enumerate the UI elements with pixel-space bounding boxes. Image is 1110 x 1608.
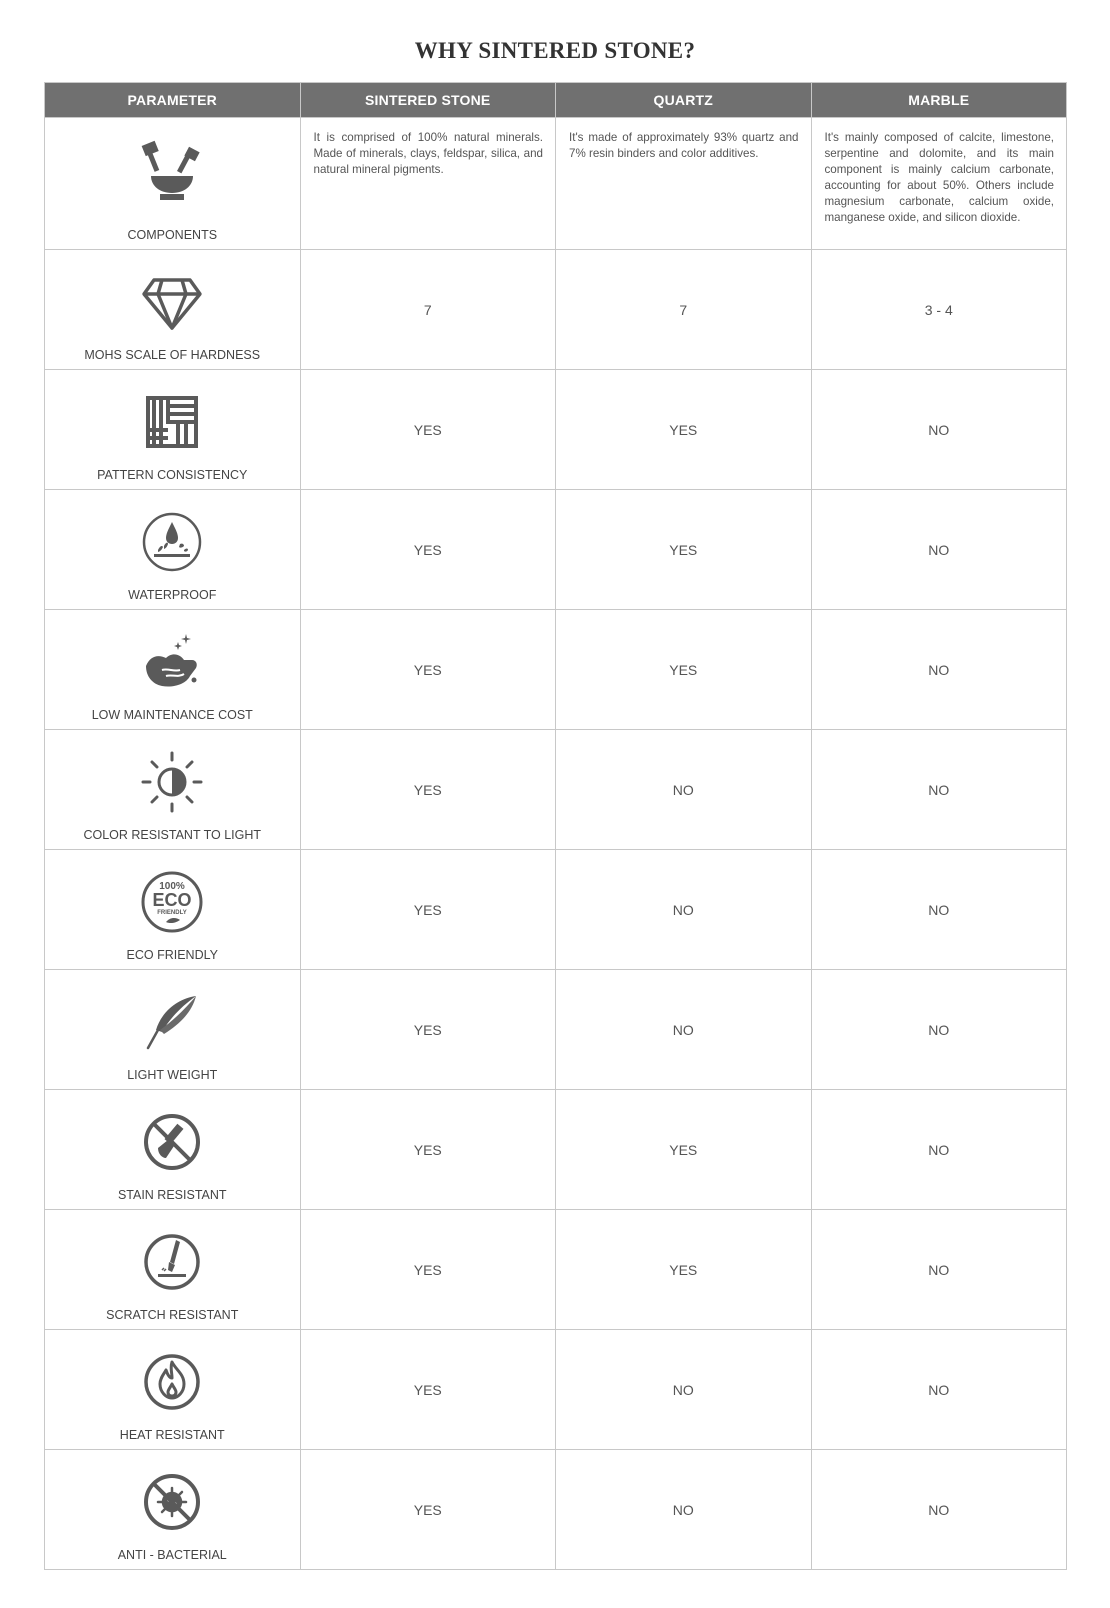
parameter-cell: [45, 490, 301, 610]
marble-cell: NO: [928, 1141, 950, 1158]
page-title: WHY SINTERED STONE?: [414, 38, 696, 63]
parameter-cell: [45, 1210, 301, 1330]
quartz-cell: YES: [669, 1141, 698, 1158]
scratch-tool-icon: [140, 1230, 204, 1294]
parameter-cell: [45, 1090, 301, 1210]
sintered-stone-cell: YES: [413, 661, 442, 678]
sintered-stone-cell: YES: [413, 421, 442, 438]
table-row: [45, 1330, 1067, 1450]
table-row: [45, 970, 1067, 1090]
table-row: [45, 610, 1067, 730]
parameter-label: MOHS SCALE OF HARDNESS: [84, 348, 261, 362]
parameter-cell: [45, 370, 301, 490]
half-sun-icon: [140, 750, 204, 814]
quartz-cell: YES: [669, 661, 698, 678]
eco-badge-word: ECO: [152, 890, 192, 910]
marble-cell: NO: [928, 901, 950, 918]
quartz-cell: It's made of approximately 93% quartz and 7% resin binders and color additives.: [556, 118, 812, 250]
parameter-label: HEAT RESISTANT: [119, 1428, 225, 1442]
parameter-label: LOW MAINTENANCE COST: [91, 708, 253, 722]
parameter-label: ANTI - BACTERIAL: [117, 1548, 227, 1562]
parameter-label: SCRATCH RESISTANT: [106, 1308, 239, 1322]
no-bacteria-icon: [140, 1470, 204, 1534]
quartz-cell: NO: [672, 901, 694, 918]
parameter-label: COLOR RESISTANT TO LIGHT: [83, 828, 262, 842]
parameter-label: LIGHT WEIGHT: [127, 1068, 218, 1082]
table-row: [45, 250, 1067, 370]
quartz-cell: NO: [672, 1501, 694, 1518]
parameter-cell: [45, 118, 301, 250]
sintered-stone-cell: YES: [413, 781, 442, 798]
header-sintered-stone: SINTERED STONE: [300, 83, 556, 118]
table-row: [45, 370, 1067, 490]
sintered-stone-cell: YES: [413, 1021, 442, 1038]
table-row: [45, 850, 1067, 970]
marble-cell: NO: [928, 1381, 950, 1398]
parameter-label: WATERPROOF: [128, 588, 217, 602]
cleaning-hand-icon: [140, 630, 204, 694]
table-row: [45, 1090, 1067, 1210]
marble-cell: NO: [928, 781, 950, 798]
feather-icon: [140, 990, 204, 1054]
quartz-cell: YES: [669, 541, 698, 558]
marble-cell: NO: [928, 541, 950, 558]
sintered-stone-cell: YES: [413, 1141, 442, 1158]
sintered-stone-cell: 7: [423, 301, 432, 318]
parquet-pattern-icon: [140, 390, 204, 454]
parameter-label: STAIN RESISTANT: [117, 1188, 227, 1202]
quartz-cell: YES: [669, 1261, 698, 1278]
table-row: [45, 1450, 1067, 1570]
marble-cell: It's mainly composed of calcite, limestone, serpentine and dolomite, and its main component is mainly calcium carbonate, accounting for about 50%. Others include magnesium carbonate, calcium oxide, manganese oxide, and silicon dioxide.: [811, 118, 1067, 250]
no-brush-icon: [140, 1110, 204, 1174]
sintered-stone-cell: It is comprised of 100% natural minerals. Made of minerals, clays, feldspar, silica, and natural mineral pigments.: [300, 118, 556, 250]
quartz-cell: NO: [672, 781, 694, 798]
marble-cell: NO: [928, 421, 950, 438]
flame-icon: [140, 1350, 204, 1414]
quartz-cell: 7: [679, 301, 688, 318]
sintered-stone-cell: YES: [413, 1381, 442, 1398]
header-parameter: PARAMETER: [45, 83, 301, 118]
table-row: [45, 1210, 1067, 1330]
marble-cell: 3 - 4: [924, 301, 953, 318]
eco-badge-friendly: FRIENDLY: [157, 910, 187, 916]
sintered-stone-cell: YES: [413, 901, 442, 918]
parameter-cell: [45, 1450, 301, 1570]
marble-cell: NO: [928, 1261, 950, 1278]
water-drop-icon: [140, 510, 204, 574]
parameter-label: ECO FRIENDLY: [126, 948, 218, 962]
parameter-label: PATTERN CONSISTENCY: [97, 468, 248, 482]
table-row: [45, 118, 1067, 250]
sintered-stone-cell: YES: [413, 1501, 442, 1518]
marble-cell: NO: [928, 661, 950, 678]
parameter-label: COMPONENTS: [127, 228, 218, 242]
parameter-cell: [45, 610, 301, 730]
marble-cell: NO: [928, 1501, 950, 1518]
parameter-cell: [45, 1330, 301, 1450]
table-row: [45, 730, 1067, 850]
diamond-icon: [140, 270, 204, 334]
header-marble: MARBLE: [811, 83, 1067, 118]
comparison-table: [44, 82, 1067, 1570]
quartz-cell: NO: [672, 1021, 694, 1038]
parameter-cell: [45, 850, 301, 970]
quartz-cell: YES: [669, 421, 698, 438]
eco-badge-percent: 100%: [159, 881, 186, 892]
table-row: [45, 490, 1067, 610]
sintered-stone-cell: YES: [413, 1261, 442, 1278]
parameter-cell: [45, 730, 301, 850]
parameter-cell: [45, 250, 301, 370]
marble-cell: NO: [928, 1021, 950, 1038]
header-quartz: QUARTZ: [556, 83, 812, 118]
parameter-cell: [45, 970, 301, 1090]
sintered-stone-cell: YES: [413, 541, 442, 558]
quartz-cell: NO: [672, 1381, 694, 1398]
header-row: [45, 83, 1067, 118]
eco-badge-icon: [140, 870, 204, 934]
mortar-pestle-icon: [140, 138, 204, 202]
